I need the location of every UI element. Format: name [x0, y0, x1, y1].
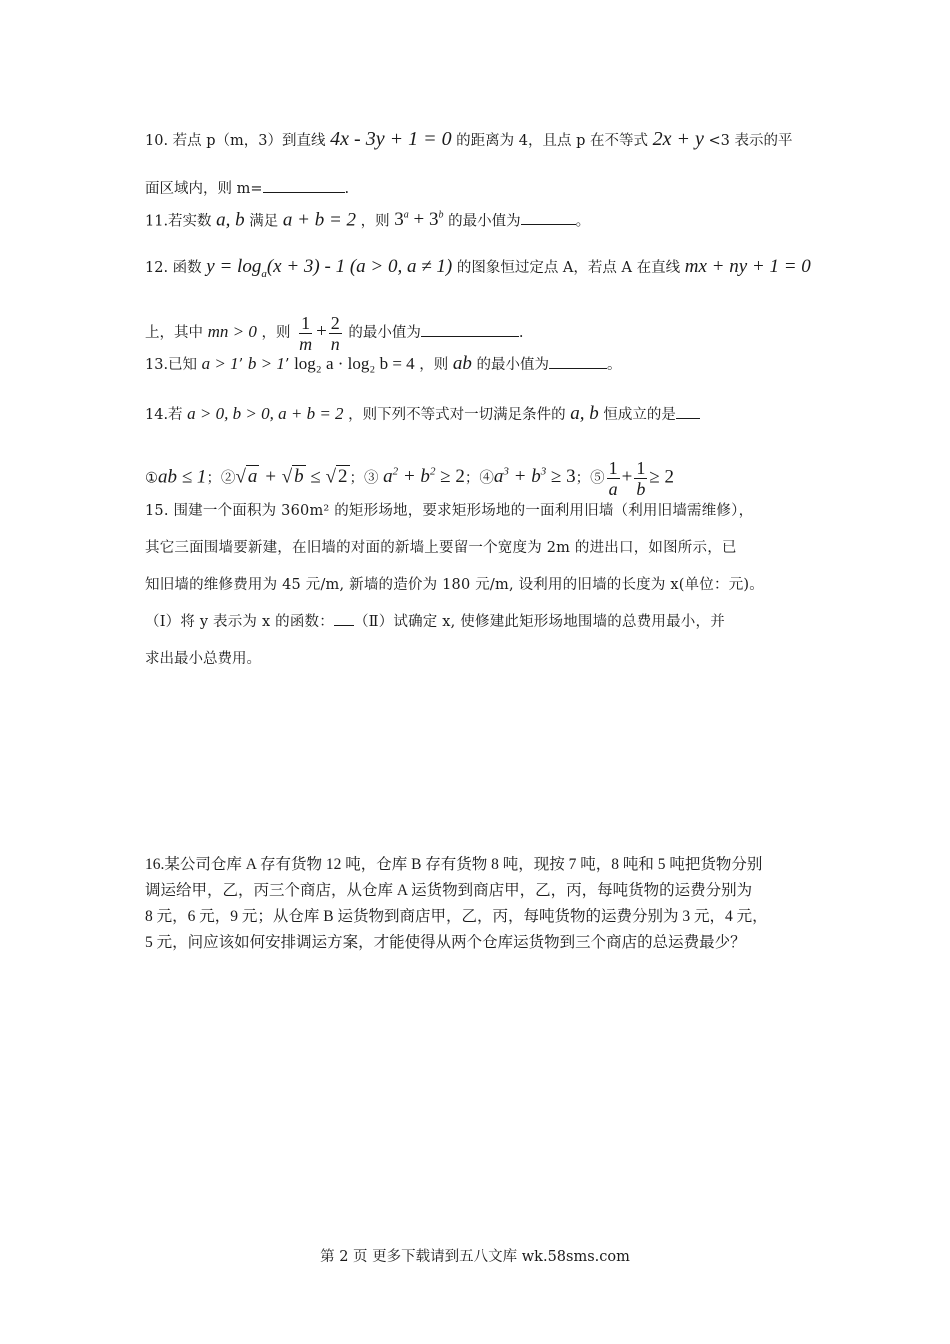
page-footer: 第 2 页 更多下载请到五八文库 wk.58sms.com — [320, 1249, 630, 1265]
q13-text-d: 。 — [607, 357, 622, 373]
q13-log-condition: log₂ a · log₂ b = 4 — [294, 354, 415, 373]
q11-text-d: 的最小值为 — [448, 213, 521, 230]
q12-condition: mn > 0 — [207, 322, 257, 341]
q14-text-b: ，则下列不等式对一切满足条件的 — [348, 407, 566, 423]
answer-blank[interactable] — [421, 322, 519, 337]
q14-vars: a, b — [570, 403, 599, 424]
q11-condition: a + b = 2 — [282, 209, 357, 231]
question-14-options: ①ab ≤ 1；②√ a + √ b ≤ √ 2 ；③ $a^2 + b^2 \ge 2$；$④a^3 + b^3 \ge 3$；⑤ $\frac{1}{a}$ + $\frac{1}{b}$ ≥ 2 — [145, 457, 675, 499]
option-2-rel: ≤ — [310, 466, 321, 488]
q12-text-f: . — [518, 325, 524, 341]
question-16-line1: 16.某公司仓库 A 存有货物 12 吨，仓库 B 存有货物 8 吨，现按 7 吨，8 吨和 5 吨把货物分别 — [145, 856, 763, 873]
option-2-marker: ；② — [206, 470, 236, 487]
option-5-rel: ≥ 2 — [649, 466, 675, 488]
q11-text-c: ，则 — [360, 213, 390, 230]
option-3-rel: ≥ 2 — [440, 466, 465, 488]
option-3-expr: $a^2 + b^2 \ge 2$ — [383, 466, 465, 488]
q12-text-b: 的图象恒过定点 A，若点 A 在直线 — [456, 260, 681, 276]
q10-inequality: 2x + y — [652, 128, 704, 150]
question-16-line4: 5 元，问应该如何安排调运方案，才能使得从两个仓库运货物到三个商店的总运费最少？ — [145, 934, 746, 951]
q13-text-b: ，则 — [419, 357, 449, 373]
answer-blank[interactable] — [334, 615, 354, 626]
fraction-2-over-n: $\frac{2}{n}$ — [330, 312, 340, 354]
q15-part1: （Ⅰ）将 y 表示为 x 的函数： — [145, 614, 334, 630]
q12-text-c: 上，其中 — [145, 325, 203, 341]
q12-func-tail: (x + 3) - 1 (a > 0, a ≠ 1) — [266, 256, 453, 277]
q12-func-head: y = log — [206, 256, 262, 277]
question-10-line1 — [145, 128, 792, 152]
q10-text-c: <3 表示的平 — [708, 133, 793, 149]
question-15-line4 — [145, 611, 725, 633]
question-11 — [145, 205, 590, 232]
question-16-line3: 8 元，6 元，9 元；从仓库 B 运货物到商店甲，乙，丙，每吨货物的运费分别为 3 元，4 元， — [145, 908, 768, 925]
fraction-1-over-a: $\frac{1}{a}$ — [608, 457, 618, 499]
q13-ab: ab — [452, 353, 472, 374]
question-12-line2: 上，其中 mn > 0 ，则 $\frac{1}{m}$ + $\frac{2}{n}$ 的最小值为 . — [145, 312, 524, 354]
option-5-marker: ；⑤ — [575, 470, 605, 487]
q13-text-c: 的最小值为 — [476, 357, 549, 373]
q13-cond-b: b > 1 — [247, 354, 285, 373]
answer-blank[interactable] — [263, 178, 345, 193]
option-4-expr: $a^3 + b^3 \ge 3$ — [493, 466, 576, 488]
q10-line-equation: 4x - 3y + 1 = 0 — [330, 128, 452, 150]
q10-text-e: . — [344, 181, 350, 197]
option-3-marker: ；③ — [349, 470, 379, 487]
q11-vars: a, b — [216, 209, 245, 231]
q13-cond-a: a > 1 — [201, 354, 239, 373]
q12-text-d: ，则 — [261, 325, 291, 341]
fraction-1-over-m: $\frac{1}{m}$ — [299, 312, 313, 354]
question-15-line1: 15. 围建一个面积为 360m² 的矩形场地，要求矩形场地的一面利用旧墙（利用旧墙需维修）， — [145, 503, 754, 519]
q10-text-d: 面区域内，则 m= — [145, 181, 263, 197]
answer-blank[interactable] — [549, 354, 607, 369]
q11-text-a: 11.若实数 — [145, 213, 212, 230]
option-4-rel: ≥ 3 — [550, 466, 576, 488]
q14-text-a: 14.若 — [145, 407, 183, 423]
question-15-line2: 其它三面围墙要新建，在旧墙的对面的新墙上要留一个宽度为 2m 的进出口，如图所示，已 — [145, 540, 737, 556]
q11-text-b: 满足 — [249, 213, 279, 230]
question-15-line3: 知旧墙的维修费用为 45 元/m, 新墙的造价为 180 元/m, 设利用的旧墙的长度为 x(单位：元)。 — [145, 577, 764, 593]
question-13: 13.已知 a > 1’ b > 1’ log₂ a · log₂ b = 4 ，则 ab 的最小值为 。 — [145, 353, 622, 374]
option-4-marker: ；④ — [464, 470, 494, 487]
option-2-expr: √ a + √ b ≤ √ 2 — [235, 466, 348, 488]
fraction-1-over-b: $\frac{1}{b}$ — [636, 457, 646, 499]
option-1-marker: ① — [145, 470, 158, 487]
q11-expression: $3^a + 3^b$ — [394, 209, 444, 231]
q12-line-equation: mx + ny + 1 = 0 — [684, 256, 811, 277]
q11-text-e: 。 — [575, 213, 591, 230]
question-12-line1 — [145, 256, 811, 285]
q15-part2: （Ⅱ）试确定 x, 使修建此矩形场地围墙的总费用最小，并 — [353, 614, 725, 630]
q10-text-b: 的距离为 4，且点 p 在不等式 — [456, 133, 649, 149]
q14-text-c: 恒成立的是 — [603, 407, 676, 423]
question-15-line5: 求出最小总费用。 — [145, 651, 261, 667]
q12-text-e: 的最小值为 — [348, 325, 421, 341]
q10-text-a: 10. 若点 p（m，3）到直线 — [145, 133, 326, 149]
question-16-line2: 调运给甲，乙，丙三个商店，从仓库 A 运货物到商店甲，乙，丙，每吨货物的运费分别为 — [145, 882, 753, 899]
answer-blank[interactable] — [521, 210, 576, 225]
question-10-line2 — [145, 178, 349, 200]
answer-blank[interactable] — [676, 404, 700, 419]
q14-condition: a > 0, b > 0, a + b = 2 — [187, 404, 344, 423]
q12-text-a: 12. 函数 — [145, 260, 202, 276]
q13-text-a: 13.已知 — [145, 357, 198, 373]
option-1-expr: ab ≤ 1 — [158, 466, 207, 488]
question-14-line1 — [145, 403, 700, 426]
q12-function: $y = \log_a(x + 3) - 1$ (a > 0, a ≠ 1) — [206, 256, 453, 280]
